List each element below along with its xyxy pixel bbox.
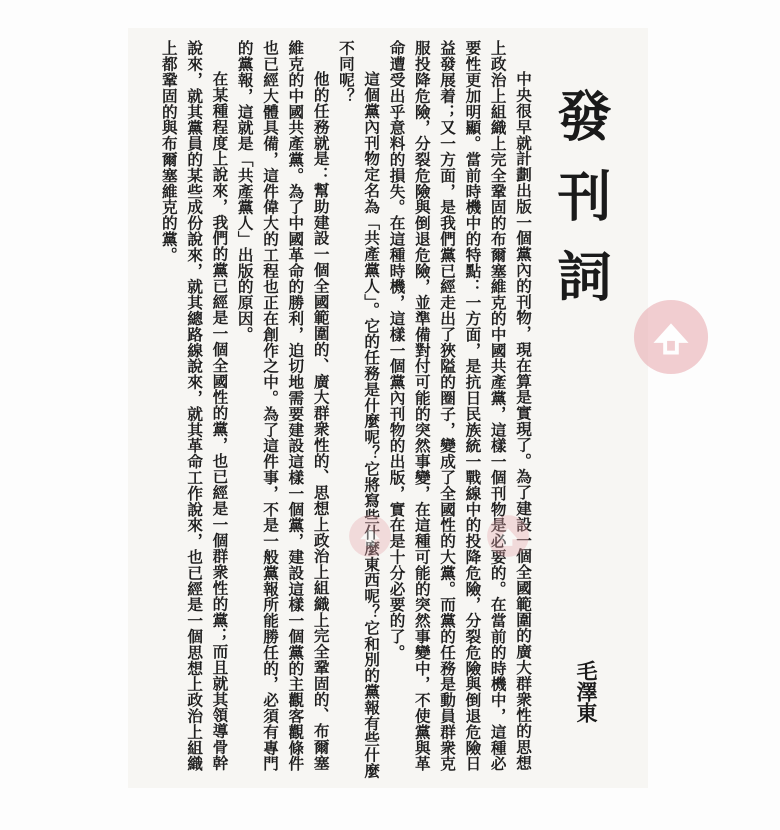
paragraph-1: 中央很早就計劃出版一個黨內的刊物，現在算是實現了。為了建設一個全國範圍的廣大群衆性的思想上政治上組織上完全鞏固的布爾塞維克的中國共產黨，這樣一個刊物是必要的。在當前的時機中，這種必要性更加明顯。當前時機中的特點：一方面，是抗日民族統一戰線中的投降危險，分裂危險與倒退危險日益發展着；又一方面，是我們黨已經走出了狹隘的圈子，變成了全國性的大黨。而黨的任務是動員群衆克服投降危險，分裂危險與倒退危險，並準備對付可能的突然事變，在這種可能的突然事變中，不使黨與革命遭受出乎意料的損失。在這種時機，這樣一個黨內刊物的出版，實在是十分必要的了。 (387, 40, 533, 772)
watermark-logo-icon (632, 298, 710, 376)
watermark-logo-icon (486, 514, 530, 558)
page-title: 發刊詞 (549, 88, 613, 328)
paragraph-3: 他的任務就是：幫助建設一個全國範圍的、廣大群衆性的、思想上政治上組織上完全鞏固的、布爾塞維克的中國共產黨。為了中國革命的勝利，迫切地需要建設這樣一個黨，建設這樣一個黨的主觀客觀條件也已經大體具備，這件偉大的工程也正在創作之中。為了這件事，不是一般黨報所能勝任的，必須有專門的黨報，這就是「共產黨人」出版的原因。 (235, 40, 331, 772)
author-name: 毛澤東 (574, 660, 599, 723)
paragraph-2: 這個黨內刊物定名為「共產黨人」。它的任務是什麼呢？它將寫些什麼東西呢？它和別的黨報有些什麼不同呢？ (336, 40, 382, 779)
paragraph-4: 在某種程度上說來，我們的黨已經是一個全國性的黨，也已經是一個群衆性的黨；而且就其領導骨幹說來，就其黨員的某些成份說來，就其總路線說來，就其革命工作說來，也已經是一個思想上政治上組織上都鞏固的與布爾塞維克的黨。 (159, 40, 230, 772)
body-text (138, 40, 536, 780)
watermark-logo-icon (348, 514, 392, 558)
